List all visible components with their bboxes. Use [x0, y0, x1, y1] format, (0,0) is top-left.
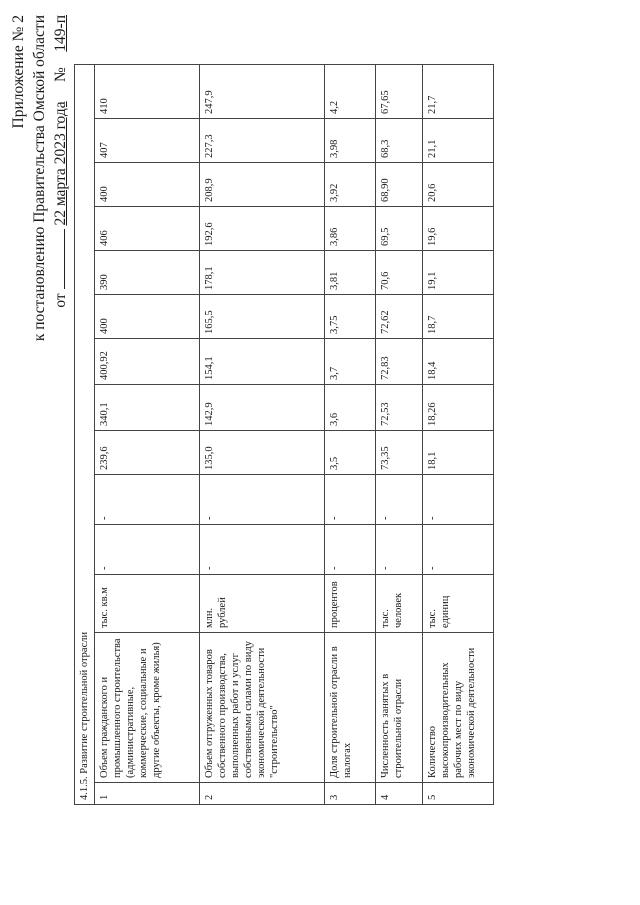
- row-number: 2: [200, 783, 325, 805]
- appendix-date-line: [50, 15, 71, 345]
- value-cell: 154,1: [200, 339, 325, 385]
- value-cell: 340,1: [95, 385, 200, 431]
- table-body: [95, 64, 494, 804]
- value-cell: -: [95, 475, 200, 525]
- value-cell: 4,2: [325, 64, 376, 118]
- unit-cell: процентов: [325, 575, 376, 633]
- unit-cell: тыс. единиц: [423, 575, 494, 633]
- value-cell: 18,7: [423, 295, 494, 339]
- value-cell: 73,35: [376, 431, 423, 475]
- value-cell: 68,90: [376, 163, 423, 207]
- value-cell: 247,9: [200, 64, 325, 118]
- indicator-name: Доля строительной отрасли в налогах: [325, 633, 376, 783]
- value-cell: -: [376, 475, 423, 525]
- value-cell: 135,0: [200, 431, 325, 475]
- value-cell: 192,6: [200, 207, 325, 251]
- value-cell: 3,75: [325, 295, 376, 339]
- date-blank: [50, 229, 65, 289]
- unit-cell: млн. рублей: [200, 575, 325, 633]
- row-number: 4: [376, 783, 423, 805]
- document-header: [8, 15, 71, 345]
- table-row: [200, 64, 325, 804]
- value-cell: 69,5: [376, 207, 423, 251]
- value-cell: 178,1: [200, 251, 325, 295]
- section-title: 4.1.5. Развитие строительной отрасли: [75, 64, 95, 804]
- indicators-table: [74, 64, 494, 805]
- value-cell: -: [423, 475, 494, 525]
- value-cell: 3,7: [325, 339, 376, 385]
- indicator-name: Численность занятых в строительной отрасли: [376, 633, 423, 783]
- value-cell: 19,6: [423, 207, 494, 251]
- value-cell: 410: [95, 64, 200, 118]
- value-cell: 400: [95, 163, 200, 207]
- table-row: [376, 64, 423, 804]
- value-cell: 19,1: [423, 251, 494, 295]
- appendix-subtitle: к постановлению Правительства Омской области: [31, 15, 48, 342]
- value-cell: 70,6: [376, 251, 423, 295]
- value-cell: -: [200, 475, 325, 525]
- value-cell: 72,83: [376, 339, 423, 385]
- value-cell: 68,3: [376, 119, 423, 163]
- value-cell: 72,62: [376, 295, 423, 339]
- appendix-title: Приложение № 2: [10, 15, 27, 129]
- value-cell: -: [95, 525, 200, 575]
- value-cell: 18,26: [423, 385, 494, 431]
- value-cell: 227,3: [200, 119, 325, 163]
- indicator-name: Объем гражданского и промышленного строительства (административные, коммерческие, социальные и другие объекты, кроме жилья): [95, 633, 200, 783]
- value-cell: 3,5: [325, 431, 376, 475]
- value-cell: 3,6: [325, 385, 376, 431]
- value-cell: 400: [95, 295, 200, 339]
- table-row: [95, 64, 200, 804]
- value-cell: 208,9: [200, 163, 325, 207]
- value-cell: 20,6: [423, 163, 494, 207]
- value-cell: 239,6: [95, 431, 200, 475]
- value-cell: 3,86: [325, 207, 376, 251]
- value-cell: -: [325, 525, 376, 575]
- number-prefix: №: [52, 67, 69, 83]
- row-number: 5: [423, 783, 494, 805]
- value-cell: 142,9: [200, 385, 325, 431]
- value-cell: 3,98: [325, 119, 376, 163]
- table-row: [423, 64, 494, 804]
- row-number: 3: [325, 783, 376, 805]
- value-cell: -: [376, 525, 423, 575]
- value-cell: 406: [95, 207, 200, 251]
- value-cell: 390: [95, 251, 200, 295]
- value-cell: -: [423, 525, 494, 575]
- table-row: [325, 64, 376, 804]
- value-cell: 165,5: [200, 295, 325, 339]
- appendix-date: 22 марта 2023 года: [52, 101, 69, 226]
- indicator-name: Количество высокопроизводительных рабочих мест по виду экономической деятельности: [423, 633, 494, 783]
- unit-cell: тыс. человек: [376, 575, 423, 633]
- appendix-number: 149-п: [52, 15, 69, 52]
- indicator-name: Объем отгруженных товаров собственного производства, выполненных работ и услуг собственными силами по виду экономической деятельности "строительство": [200, 633, 325, 783]
- row-number: 1: [95, 783, 200, 805]
- value-cell: 21,7: [423, 64, 494, 118]
- value-cell: 3,81: [325, 251, 376, 295]
- value-cell: 400,92: [95, 339, 200, 385]
- date-prefix: от: [52, 293, 69, 308]
- value-cell: 67,65: [376, 64, 423, 118]
- value-cell: -: [325, 475, 376, 525]
- value-cell: 18,1: [423, 431, 494, 475]
- value-cell: 72,53: [376, 385, 423, 431]
- value-cell: 3,92: [325, 163, 376, 207]
- value-cell: 21,1: [423, 119, 494, 163]
- value-cell: -: [200, 525, 325, 575]
- value-cell: 18,4: [423, 339, 494, 385]
- value-cell: 407: [95, 119, 200, 163]
- unit-cell: тыс. кв.м: [95, 575, 200, 633]
